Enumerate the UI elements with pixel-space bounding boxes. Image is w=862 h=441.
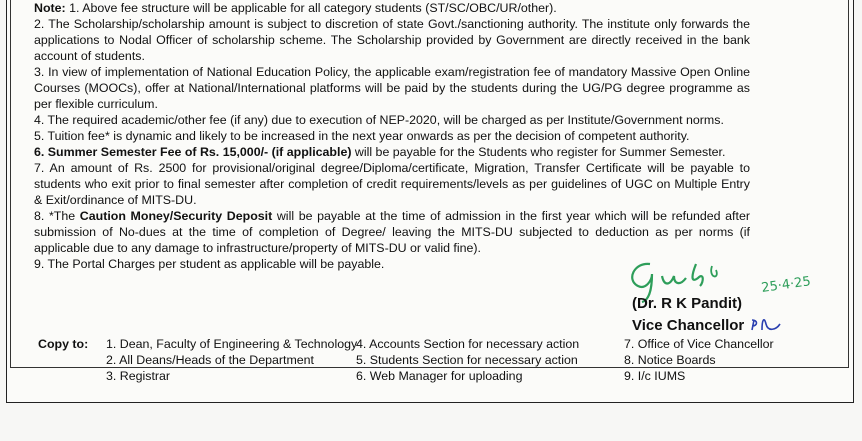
note-3: 3. In view of implementation of National Education Policy, the applicable exam/registration fee of mandatory Massive Open Online Courses (MOOCs), offer at National/International platforms will be paid by the students during the UG/PG degree programme as per flexible curriculum. xyxy=(34,65,750,111)
note-5: 5. Tuition fee* is dynamic and likely to be increased in the next year onwards as per the decision of competent authority. xyxy=(34,129,690,143)
note-1 xyxy=(34,0,750,16)
copy-to-item: 2. All Deans/Heads of the Department xyxy=(106,353,315,367)
note-4: 4. The required academic/other fee (if any) due to execution of NEP-2020, will be charged as per Institute/Government norms. xyxy=(34,113,724,127)
copy-to-item: 3. Registrar xyxy=(106,369,171,383)
signature-date: 25·4·25 xyxy=(760,274,812,296)
note-6-text: will be payable for the Students who register for Summer Semester. xyxy=(351,145,726,159)
note-9: 9. The Portal Charges per student as applicable will be payable. xyxy=(34,257,385,271)
note-7: 7. An amount of Rs. 2500 for provisional/original degree/Diploma/certificate, Migration, Transfer Certificate will be payable to students who exit prior to final semester after completion of credit requirements/levels as per guidelines of UGC on Multiple Entry & Exit/ordinance of MITS-DU. xyxy=(34,161,750,207)
copy-to-item: 6. Web Manager for uploading xyxy=(356,369,523,383)
note-6-bold: 6. Summer Semester Fee of Rs. 15,000/- (if applicable) xyxy=(34,145,352,159)
copy-to-item: 5. Students Section for necessary action xyxy=(356,353,578,367)
copy-to-column-3 xyxy=(624,336,774,384)
copy-to-item: 4. Accounts Section for necessary action xyxy=(356,337,580,351)
notes-section xyxy=(34,0,750,272)
copy-to-label: Copy to: xyxy=(38,337,89,351)
note-8-text: will be payable at the time of admission in the first year which will be refunded after submission of No-dues at the time of completion of Degree/ leaving the MITS-DU subjected to deduction as per norms (if applicable due to any damage to infrastructure/property of MITS-DU or valid fine). xyxy=(34,209,750,255)
note-8-bold: Caution Money/Security Deposit xyxy=(79,209,273,223)
note-1-text: 1. Above fee structure will be applicable for all category students (ST/SC/OBC/UR/other). xyxy=(65,1,557,15)
copy-to-item: 9. I/c IUMS xyxy=(624,369,686,383)
copy-to-item: 1. Dean, Faculty of Engineering & Technology xyxy=(106,337,358,351)
copy-to-item: 7. Office of Vice Chancellor xyxy=(624,337,774,351)
note-6 xyxy=(34,144,750,160)
signatory-designation: Vice Chancellor xyxy=(632,317,745,334)
copy-to-item: 8. Notice Boards xyxy=(624,353,716,367)
copy-to-column-2 xyxy=(356,336,579,384)
copy-to-column-1 xyxy=(106,336,357,384)
note-2: 2. The Scholarship/scholarship amount is subject to discretion of state Govt./sanctioning authority. The institute only forwards the applications to Nodal Officer of scholarship scheme. The Scholarship provided by Government are directly received in the bank account of students. xyxy=(34,17,750,63)
note-8 xyxy=(34,208,750,256)
signatory-name: (Dr. R K Pandit) xyxy=(632,295,743,312)
note-label: Note: xyxy=(34,1,66,15)
note-8-prefix: 8. *The xyxy=(34,209,80,223)
